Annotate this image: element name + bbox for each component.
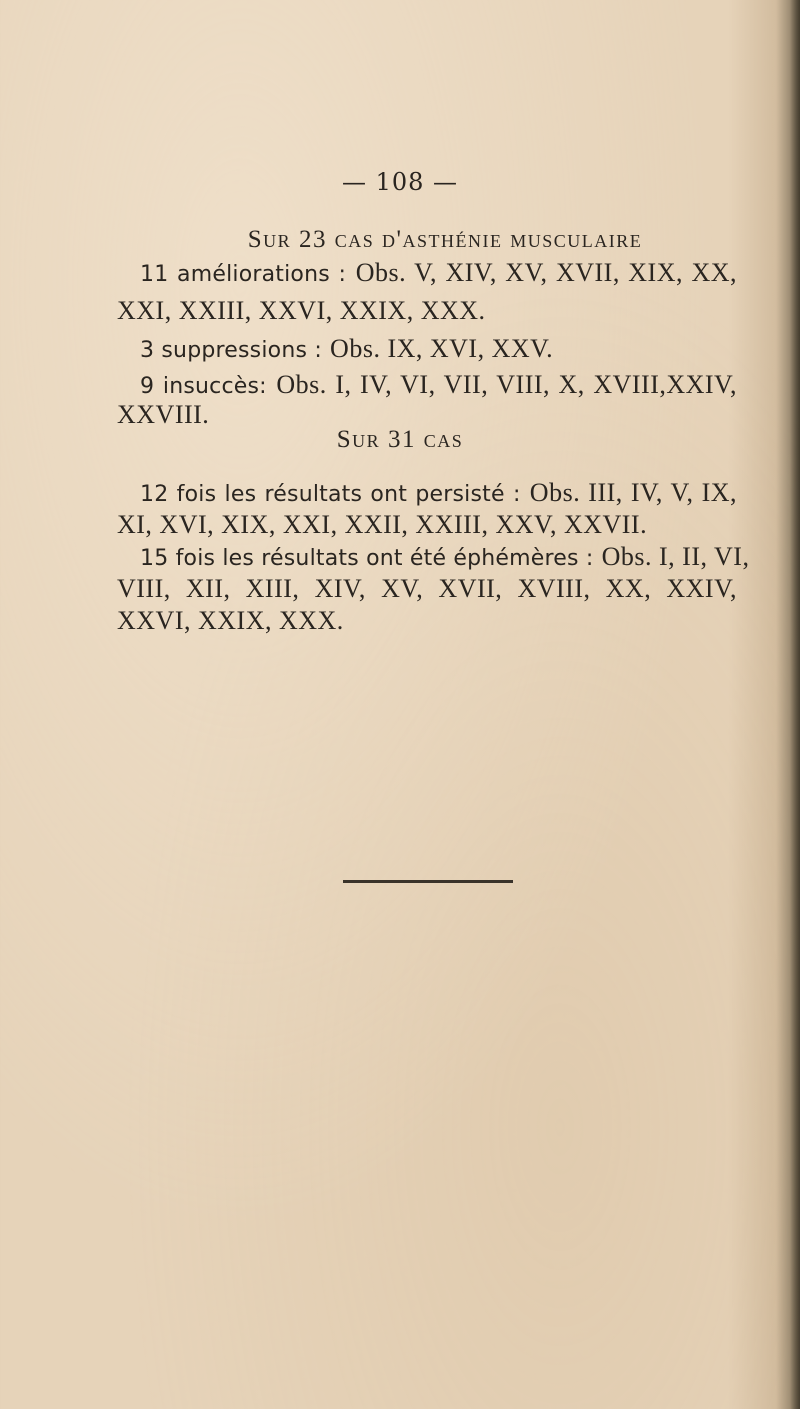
page-edge-shadow bbox=[790, 0, 800, 1409]
paragraph-insucces-line2: XXVIII. bbox=[117, 400, 210, 429]
paragraph-ephemeres-line1 bbox=[140, 540, 750, 576]
paragraph-suppressions-line1 bbox=[140, 332, 737, 368]
paragraph-ameliorations-line2: XXI, XXIII, XXVI, XXIX, XXX. bbox=[117, 296, 486, 325]
paragraph-text: Obs. III, IV, V, IX, bbox=[529, 478, 738, 507]
paragraph-lead: 3 suppressions : bbox=[140, 338, 322, 363]
paragraph-ephemeres-line3: XXVI, XXIX, XXX. bbox=[117, 606, 344, 635]
paragraph-text: Obs. I, IV, VI, VII, VIII, X, XVIII,XXIV, bbox=[276, 370, 737, 399]
paragraph-persiste-line2: XI, XVI, XIX, XXI, XXII, XXIII, XXV, XXVII. bbox=[117, 510, 648, 539]
section-heading-31-cas: Sur 31 cas bbox=[336, 426, 464, 453]
paragraph-text: Obs. IX, XVI, XXV. bbox=[330, 334, 554, 363]
paragraph-ameliorations-line1 bbox=[140, 256, 737, 292]
paragraph-lead: 15 fois les résultats ont été éphémères : bbox=[140, 546, 594, 571]
paragraph-persiste-line1 bbox=[140, 476, 737, 512]
paragraph-text: Obs. V, XIV, XV, XVII, XIX, XX, bbox=[355, 258, 737, 287]
paragraph-lead: 11 améliorations : bbox=[140, 262, 347, 287]
paragraph-lead: 9 insuccès: bbox=[140, 374, 267, 399]
paragraph-text: Obs. I, II, VI, bbox=[601, 542, 750, 571]
paragraph-ephemeres-line2: VIII, XII, XIII, XIV, XV, XVII, XVIII, XX, XXIV, bbox=[117, 574, 737, 603]
section-end-rule bbox=[343, 880, 513, 883]
section-heading-asthenie: Sur 23 cas d'asthénie musculaire bbox=[247, 226, 643, 253]
paragraph-lead: 12 fois les résultats ont persisté : bbox=[140, 482, 521, 507]
page-number: — 108 — bbox=[341, 168, 459, 196]
